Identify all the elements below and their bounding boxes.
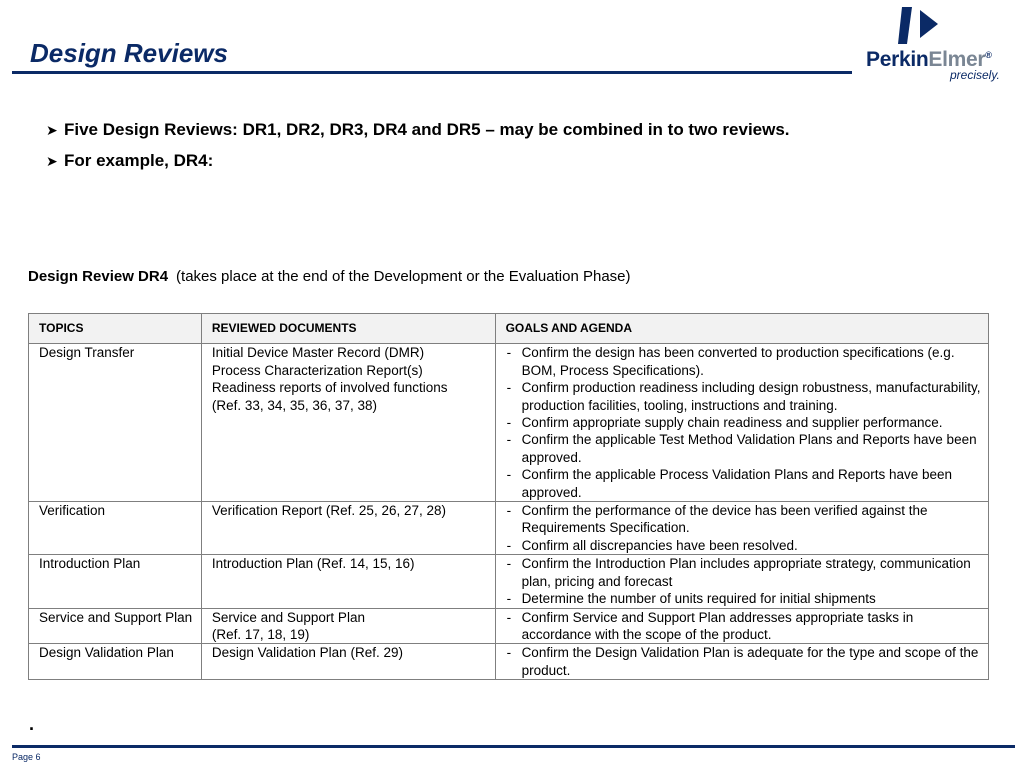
goals-list: [506, 644, 982, 679]
table-row: [29, 644, 989, 680]
footer-divider: [12, 745, 1015, 748]
table-row: [29, 555, 989, 608]
topic-cell: Design Transfer: [29, 344, 202, 502]
perkinelmer-logo-icon: [898, 4, 950, 46]
documents-cell: [201, 644, 495, 680]
goals-list: [506, 502, 982, 554]
column-header-goals: GOALS AND AGENDA: [495, 314, 988, 344]
column-header-topics: TOPICS: [29, 314, 202, 344]
documents-cell: [201, 555, 495, 608]
goals-cell: [495, 502, 988, 555]
registered-mark: ®: [985, 50, 992, 60]
table-row: [29, 344, 989, 502]
goal-item: - Confirm the performance of the device has been verified against the Requirements Specification.: [506, 502, 982, 537]
arrow-bullet-icon: ➤: [46, 121, 58, 138]
goals-list: [506, 555, 982, 607]
topic-cell: Introduction Plan: [29, 555, 202, 608]
goals-cell: [495, 608, 988, 644]
document-line: Process Characterization Report(s): [211, 362, 423, 378]
design-review-note: (takes place at the end of the Development or the Evaluation Phase): [176, 268, 631, 285]
bullet-item: [46, 120, 790, 140]
document-line: Introduction Plan (Ref. 14, 15, 16): [211, 556, 415, 572]
table-row: [29, 502, 989, 555]
arrow-bullet-icon: ➤: [46, 152, 58, 169]
goal-item: - Confirm all discrepancies have been resolved.: [506, 537, 982, 554]
design-review-heading: [28, 268, 631, 285]
bullet-text: For example, DR4:: [64, 151, 214, 170]
documents-cell: [201, 608, 495, 644]
goals-list: [506, 344, 982, 501]
document-line: (Ref. 17, 18, 19): [211, 626, 310, 642]
document-line: Design Validation Plan (Ref. 29): [211, 645, 403, 661]
document-line: Readiness reports of involved functions: [211, 380, 448, 396]
documents-cell: [201, 344, 495, 502]
goal-item: - Confirm Service and Support Plan addresses appropriate tasks in accordance with the scope of the product.: [506, 609, 982, 644]
goal-item: - Confirm production readiness including design robustness, manufacturability, production facilities, tooling, instructions and training.: [506, 379, 982, 414]
goals-cell: [495, 644, 988, 680]
documents-cell: [201, 502, 495, 555]
topic-cell: Design Validation Plan: [29, 644, 202, 680]
goal-item: - Confirm the applicable Process Validation Plans and Reports have been approved.: [506, 466, 982, 501]
page-title: Design Reviews: [30, 38, 228, 68]
page-number: Page 6: [12, 752, 41, 762]
title-divider: [12, 71, 852, 74]
goal-item: - Confirm appropriate supply chain readiness and supplier performance.: [506, 414, 982, 431]
goal-item: - Confirm the design has been converted to production specifications (e.g. BOM, Process Specifications).: [506, 344, 982, 379]
topic-cell: Service and Support Plan: [29, 608, 202, 644]
goals-cell: [495, 555, 988, 608]
column-header-documents: REVIEWED DOCUMENTS: [201, 314, 495, 344]
logo-word-accent: Elmer: [928, 48, 986, 71]
perkinelmer-logo: [862, 4, 1018, 82]
table-header-row: [29, 314, 989, 344]
design-review-label: Design Review DR4: [28, 268, 169, 285]
table-row: [29, 608, 989, 644]
document-line: Initial Device Master Record (DMR): [211, 345, 425, 361]
goal-item: - Confirm the Design Validation Plan is adequate for the type and scope of the product.: [506, 644, 982, 679]
document-line: Service and Support Plan: [211, 609, 365, 625]
goals-cell: [495, 344, 988, 502]
bullet-text: Five Design Reviews: DR1, DR2, DR3, DR4 and DR5 – may be combined in to two reviews.: [64, 120, 790, 139]
goals-list: [506, 609, 982, 644]
logo-word-main: Perkin: [866, 48, 929, 71]
logo-tagline: precisely.: [950, 68, 1000, 82]
document-line: (Ref. 33, 34, 35, 36, 37, 38): [211, 397, 377, 413]
stray-dot: .: [29, 714, 35, 734]
goal-item: - Confirm the applicable Test Method Validation Plans and Reports have been approved.: [506, 431, 982, 466]
goal-item: - Determine the number of units required for initial shipments: [506, 590, 982, 607]
document-line: Verification Report (Ref. 25, 26, 27, 28): [211, 503, 446, 519]
topic-cell: Verification: [29, 502, 202, 555]
design-review-table: [28, 313, 989, 680]
bullet-list: [46, 120, 790, 182]
bullet-item: [46, 151, 790, 171]
goal-item: - Confirm the Introduction Plan includes appropriate strategy, communication plan, pricing and forecast: [506, 555, 982, 590]
